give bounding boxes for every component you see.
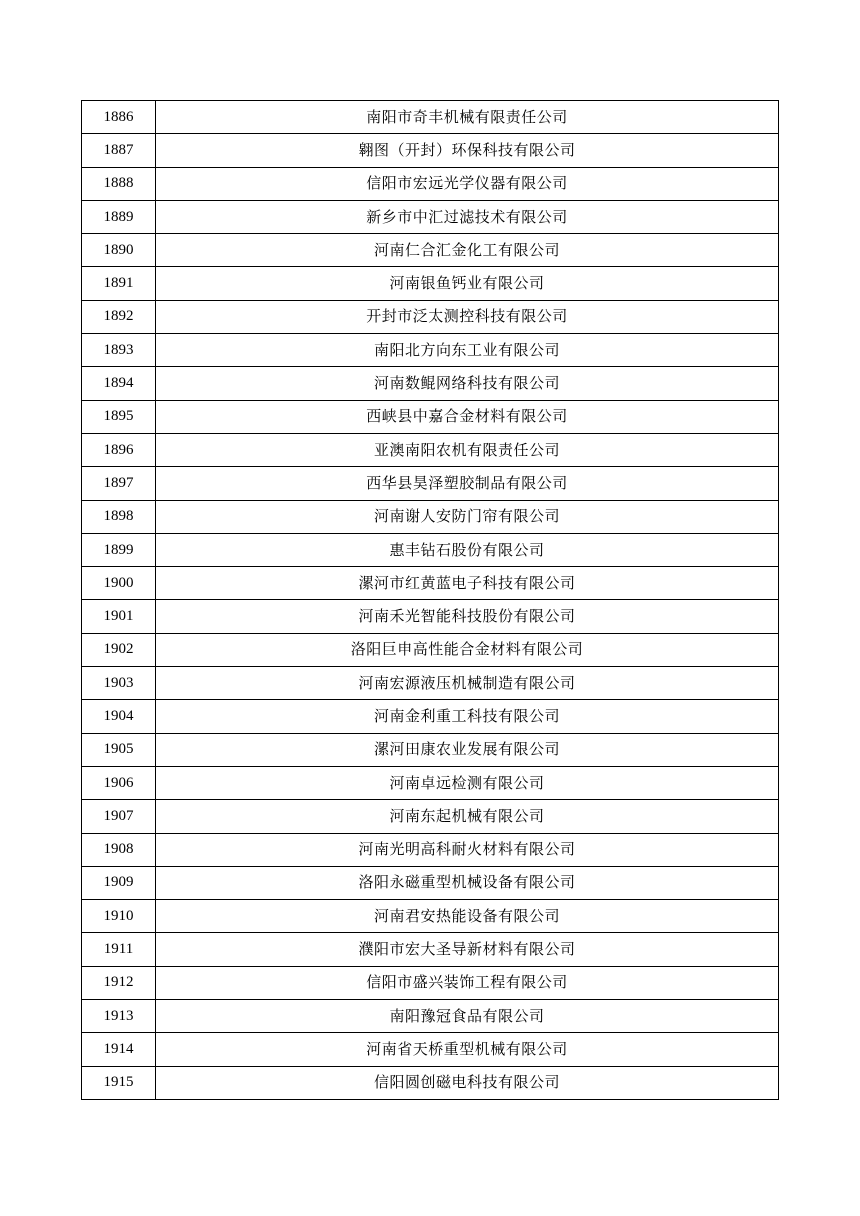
company-name: 河南禾光智能科技股份有限公司 — [156, 600, 779, 633]
row-number: 1915 — [82, 1066, 156, 1099]
company-name: 河南光明高科耐火材料有限公司 — [156, 833, 779, 866]
table-body — [82, 101, 779, 1100]
company-name: 洛阳巨申高性能合金材料有限公司 — [156, 633, 779, 666]
company-name: 开封市泛太测控科技有限公司 — [156, 300, 779, 333]
table-row — [82, 900, 779, 933]
document-page — [81, 100, 778, 1100]
company-name: 河南银鱼钙业有限公司 — [156, 267, 779, 300]
company-name: 河南数鲲网络科技有限公司 — [156, 367, 779, 400]
table-row — [82, 234, 779, 267]
company-name: 洛阳永磁重型机械设备有限公司 — [156, 866, 779, 899]
table-row — [82, 334, 779, 367]
company-name: 西华县昊泽塑胶制品有限公司 — [156, 467, 779, 500]
row-number: 1889 — [82, 200, 156, 233]
row-number: 1895 — [82, 400, 156, 433]
company-name: 信阳市宏远光学仪器有限公司 — [156, 167, 779, 200]
row-number: 1912 — [82, 966, 156, 999]
table-row — [82, 833, 779, 866]
table-row — [82, 400, 779, 433]
table-row — [82, 500, 779, 533]
company-name: 信阳市盛兴装饰工程有限公司 — [156, 966, 779, 999]
table-row — [82, 600, 779, 633]
company-name: 惠丰钻石股份有限公司 — [156, 533, 779, 566]
company-name: 河南金利重工科技有限公司 — [156, 700, 779, 733]
row-number: 1888 — [82, 167, 156, 200]
company-name: 濮阳市宏大圣导新材料有限公司 — [156, 933, 779, 966]
table-row — [82, 167, 779, 200]
table-row — [82, 933, 779, 966]
row-number: 1913 — [82, 1000, 156, 1033]
row-number: 1897 — [82, 467, 156, 500]
company-name: 翱图（开封）环保科技有限公司 — [156, 134, 779, 167]
row-number: 1892 — [82, 300, 156, 333]
row-number: 1890 — [82, 234, 156, 267]
row-number: 1905 — [82, 733, 156, 766]
row-number: 1902 — [82, 633, 156, 666]
row-number: 1900 — [82, 567, 156, 600]
table-row — [82, 700, 779, 733]
table-row — [82, 633, 779, 666]
row-number: 1911 — [82, 933, 156, 966]
company-name: 河南谢人安防门帘有限公司 — [156, 500, 779, 533]
table-row — [82, 433, 779, 466]
company-name: 河南君安热能设备有限公司 — [156, 900, 779, 933]
table-row — [82, 300, 779, 333]
table-row — [82, 667, 779, 700]
company-name: 河南仁合汇金化工有限公司 — [156, 234, 779, 267]
table-row — [82, 367, 779, 400]
table-row — [82, 866, 779, 899]
table-row — [82, 1033, 779, 1066]
table-row — [82, 267, 779, 300]
company-name: 南阳北方向东工业有限公司 — [156, 334, 779, 367]
row-number: 1914 — [82, 1033, 156, 1066]
company-name: 信阳圆创磁电科技有限公司 — [156, 1066, 779, 1099]
row-number: 1887 — [82, 134, 156, 167]
row-number: 1901 — [82, 600, 156, 633]
table-row — [82, 766, 779, 799]
table-row — [82, 101, 779, 134]
company-name: 漯河田康农业发展有限公司 — [156, 733, 779, 766]
row-number: 1896 — [82, 433, 156, 466]
company-name: 新乡市中汇过滤技术有限公司 — [156, 200, 779, 233]
table-row — [82, 733, 779, 766]
company-name: 南阳市奇丰机械有限责任公司 — [156, 101, 779, 134]
row-number: 1906 — [82, 766, 156, 799]
company-name: 南阳豫冠食品有限公司 — [156, 1000, 779, 1033]
table-row — [82, 1066, 779, 1099]
table-row — [82, 200, 779, 233]
table-row — [82, 1000, 779, 1033]
row-number: 1903 — [82, 667, 156, 700]
row-number: 1899 — [82, 533, 156, 566]
row-number: 1907 — [82, 800, 156, 833]
table-row — [82, 567, 779, 600]
row-number: 1904 — [82, 700, 156, 733]
company-name: 河南卓远检测有限公司 — [156, 766, 779, 799]
company-name: 西峡县中嘉合金材料有限公司 — [156, 400, 779, 433]
row-number: 1893 — [82, 334, 156, 367]
table-row — [82, 467, 779, 500]
company-list-table — [81, 100, 779, 1100]
company-name: 亚澳南阳农机有限责任公司 — [156, 433, 779, 466]
row-number: 1898 — [82, 500, 156, 533]
table-row — [82, 134, 779, 167]
company-name: 河南省天桥重型机械有限公司 — [156, 1033, 779, 1066]
table-row — [82, 800, 779, 833]
company-name: 河南宏源液压机械制造有限公司 — [156, 667, 779, 700]
row-number: 1891 — [82, 267, 156, 300]
row-number: 1910 — [82, 900, 156, 933]
company-name: 漯河市红黄蓝电子科技有限公司 — [156, 567, 779, 600]
company-name: 河南东起机械有限公司 — [156, 800, 779, 833]
row-number: 1908 — [82, 833, 156, 866]
row-number: 1909 — [82, 866, 156, 899]
row-number: 1886 — [82, 101, 156, 134]
row-number: 1894 — [82, 367, 156, 400]
table-row — [82, 966, 779, 999]
table-row — [82, 533, 779, 566]
